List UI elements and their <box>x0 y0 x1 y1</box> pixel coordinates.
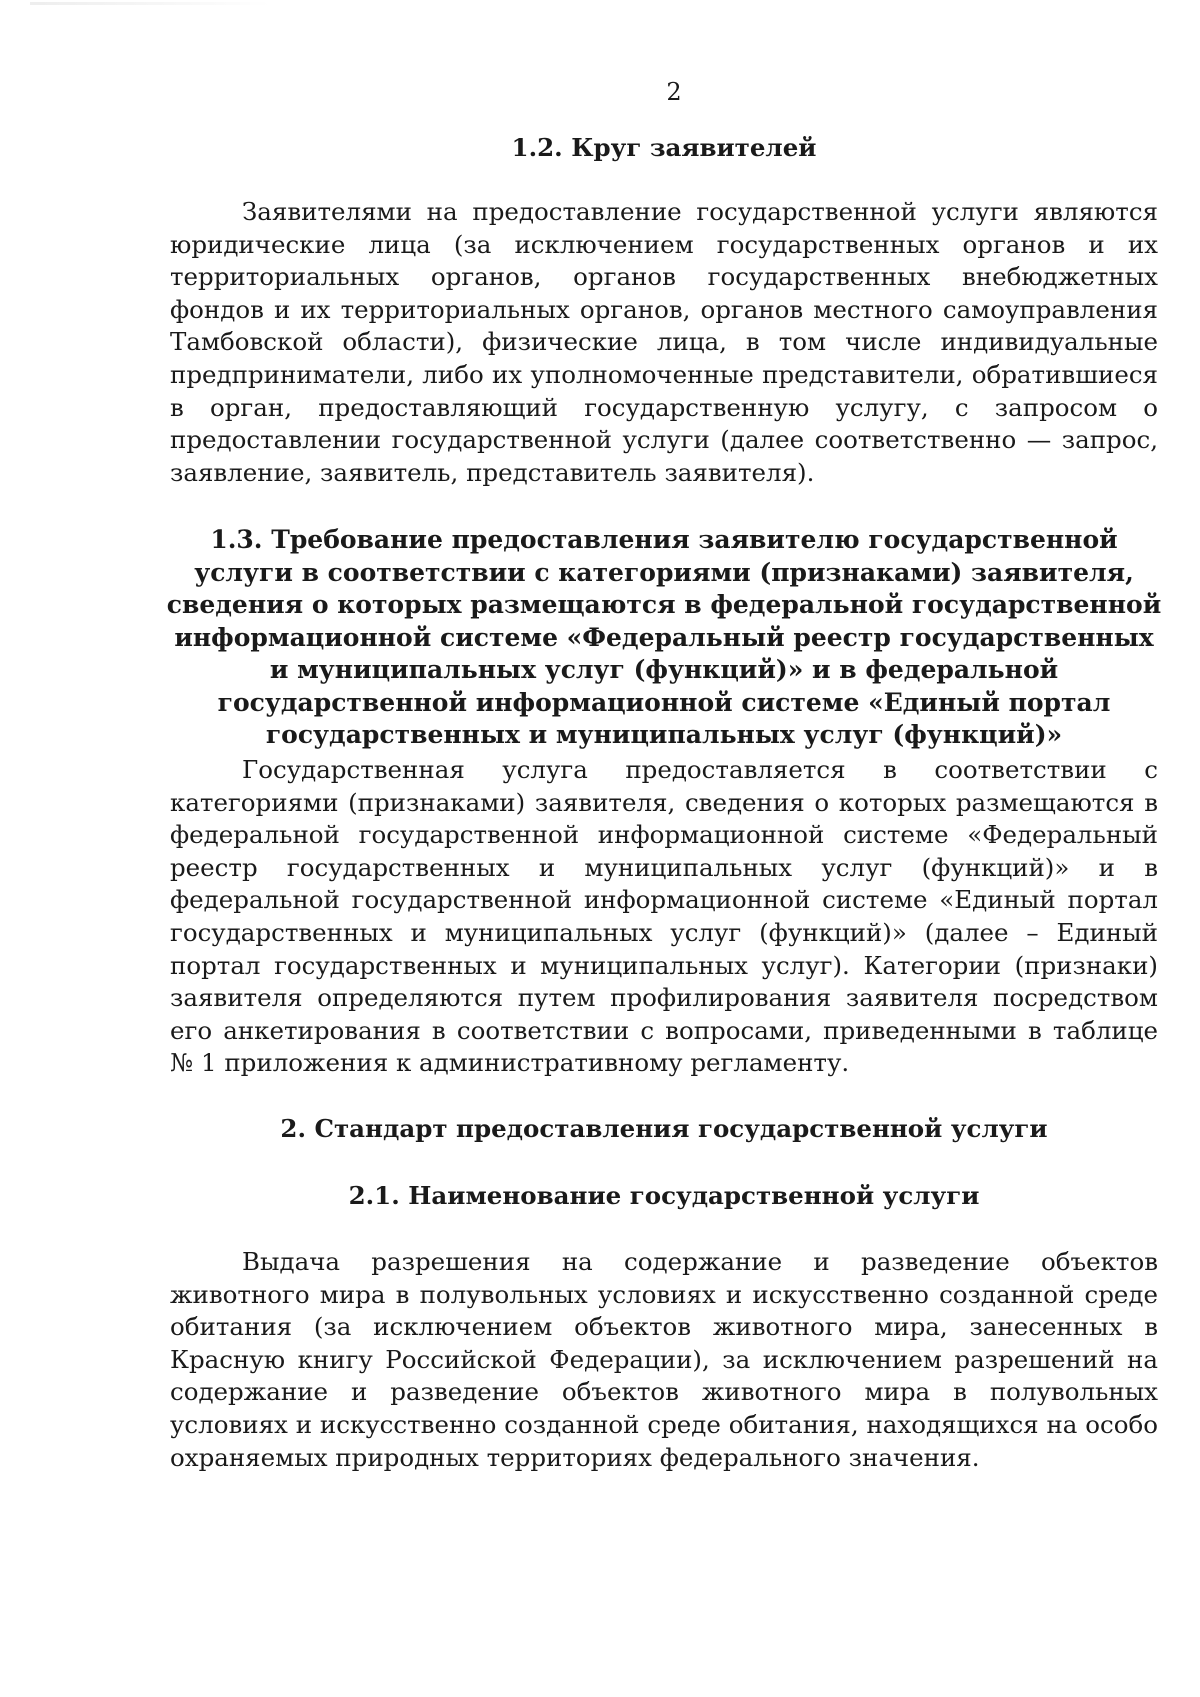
section-paragraph-2-1: Выдача разрешения на содержание и разведение объектов животного мира в полувольных условиях и искусственно созданной среде обитания (за исключением объектов животного мира, занесенных в Красную книгу Российской Федерации), за исключением разрешений на содержание и разведение объектов животного мира в полувольных условиях и искусственно созданной среде обитания, находящихся на особо охраняемых природных территориях федерального значения. <box>170 1247 1158 1472</box>
section-heading-1-2: 1.2. Круг заявителей <box>511 133 817 162</box>
section-paragraph-1-2: Заявителями на предоставление государственной услуги являются юридические лица (за исключением государственных органов и их территориальных органов, органов государственных внебюджетных фондов и их территориальных органов, органов местного самоуправления Тамбовской области), физические лица, в том числе индивидуальные предприниматели, либо их уполномоченные представители, обратившиеся в орган, предоставляющий государственную услугу, с запросом о предоставлении государственной услуги (далее соответственно — запрос, заявление, заявитель, представитель заявителя). <box>170 197 1158 487</box>
page-number: 2 <box>666 78 682 106</box>
section-heading-2-1: 2.1. Наименование государственной услуги <box>348 1181 980 1210</box>
section-heading-2: 2. Стандарт предоставления государственной услуги <box>280 1114 1048 1143</box>
section-paragraph-1-3: Государственная услуга предоставляется в соответствии с категориями (признаками) заявителя, сведения о которых размещаются в федеральной государственной информационной системе «Федеральный реестр государственных и муниципальных услуг (функций)» и в федеральной государственной информационной системе «Единый портал государственных и муниципальных услуг (функций)» (далее – Единый портал государственных и муниципальных услуг). Категории (признаки) заявителя определяются путем профилирования заявителя посредством его анкетирования в соответствии с вопросами, приведенными в таблице № 1 приложения к административному регламенту. <box>170 755 1158 1078</box>
scan-artifact <box>30 2 270 5</box>
section-heading-1-3: 1.3. Требование предоставления заявителю государственной услуги в соответствии с категориями (признаками) заявителя, сведения о которых размещаются в федеральной государственной информационной системе «Федеральный реестр государственных и муниципальных услуг (функций)» и в федеральной государственной информационной системе «Единый портал государственных и муниципальных услуг (функций)» <box>166 525 1162 749</box>
